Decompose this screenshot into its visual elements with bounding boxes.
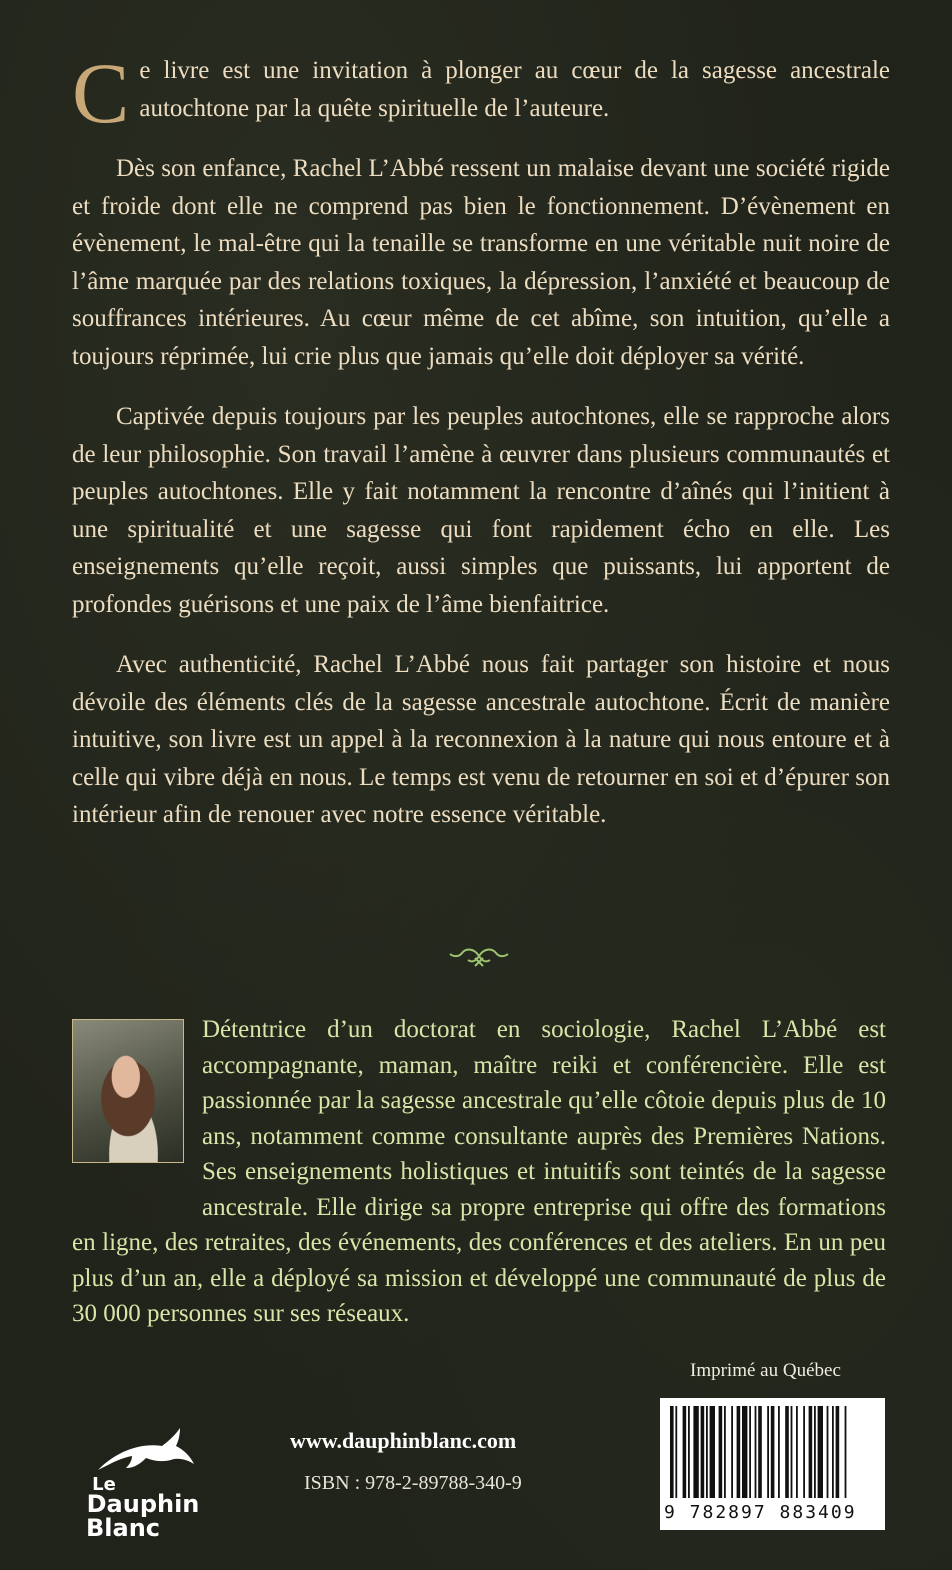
barcode-bar [710, 1406, 715, 1498]
barcode-bar [836, 1406, 840, 1498]
barcode-bar [785, 1406, 789, 1498]
blurb-paragraph-3: Captivée depuis toujours par les peuples autochtones, elle se rapproche alors de leur philosophie. Son travail l’amène à œuvrer dans plusieurs communautés et peuples autochtones. Elle y fait notamment la rencontre d’aînés qui l’initient à une spiritualité et une sagesse qui font rapidement écho en elle. Les enseignements qu’elle reçoit, aussi simples que puissants, lui apportent de profondes guérisons et une paix de l’âme bienfaitrice. [72, 403, 890, 618]
barcode-digits: 9 782897 883409 [664, 1502, 857, 1523]
barcode-bar [670, 1406, 674, 1498]
barcode-bar [818, 1406, 823, 1498]
barcode-bar [767, 1406, 769, 1498]
barcode-bar [814, 1406, 816, 1498]
logo-dauphin: Dauphin [86, 1490, 200, 1518]
barcode-bar [845, 1406, 847, 1498]
publisher-website: www.dauphinblanc.com [290, 1428, 517, 1453]
barcode-bar [675, 1406, 677, 1498]
author-bio [72, 1012, 886, 1332]
ornament-flourish-icon [446, 944, 512, 968]
barcode-bar [778, 1406, 780, 1498]
barcode-bar [724, 1406, 726, 1498]
printed-in-label: Imprimé au Québec [690, 1360, 841, 1381]
barcode-bar [742, 1406, 747, 1498]
barcode-bar [706, 1406, 708, 1498]
blurb [72, 45, 890, 857]
publisher-logo [58, 1424, 228, 1544]
barcode [660, 1398, 885, 1530]
author-bio-text: Détentrice d’un doctorat en sociologie, Rachel L’Abbé est accompagnante, maman, maître reiki et conférencière. Elle est passionnée par la sagesse ancestrale qu’elle côtoie depuis plus de 10 ans, notamment comme consultante auprès des Premières Nations. Ses enseignements holistiques et intuitifs sont teintés de la sagesse ancestrale. Elle dirige sa propre entreprise qui offre des formations en ligne, des retraites, des événements, des conférences et des ateliers. En un peu plus d’un an, elle a déployé sa mission et développé une communauté de plus de 30 000 personnes sur ses réseaux. [72, 1016, 886, 1327]
barcode-bar [688, 1406, 690, 1498]
barcode-bar [832, 1406, 834, 1498]
barcode-bar [803, 1406, 805, 1498]
drop-cap: C [72, 45, 130, 141]
barcode-bar [731, 1406, 733, 1498]
barcode-bar [693, 1406, 698, 1498]
blurb-paragraph-1 [72, 45, 890, 141]
logo-le: Le [92, 1474, 116, 1495]
barcode-bar [796, 1406, 798, 1498]
barcode-bar [701, 1406, 705, 1498]
barcode-bar [683, 1406, 687, 1498]
barcode-bar [719, 1406, 723, 1498]
blurb-paragraph-2: Dès son enfance, Rachel L’Abbé ressent un malaise devant une société rigide et froide dont elle ne comprend pas bien le fonctionnement. D’évènement en évènement, le mal-être qui la tenaille se transforme en une véritable nuit noire de l’âme marquée par des relations toxiques, la dépression, l’anxiété et beaucoup de souffrances intérieures. Au cœur même de cet abîme, son intuition, qu’elle a toujours réprimée, lui crie plus que jamais qu’elle doit déployer sa vérité. [72, 155, 890, 370]
barcode-bar [749, 1406, 751, 1498]
barcode-bar [827, 1406, 829, 1498]
barcode-bar [737, 1406, 741, 1498]
barcode-bar [809, 1406, 813, 1498]
blurb-paragraph-4: Avec authenticité, Rachel L’Abbé nous fait partager son histoire et nous dévoile des éléments clés de la sagesse ancestrale autochtone. Écrit de manière intuitive, son livre est un appel à la reconnexion à la nature qui nous entoure et à celle qui vibre déjà en nous. Le temps est venu de retourner en soi et d’épurer son intérieur afin de renouer avec notre essence véritable. [72, 651, 890, 828]
blurb-paragraph-1-text: e livre est une invitation à plonger au cœur de la sagesse ancestrale autochtone par la quête spirituelle de l’auteure. [139, 57, 890, 122]
isbn: ISBN : 978-2-89788-340-9 [304, 1472, 522, 1494]
barcode-bar [791, 1406, 793, 1498]
barcode-bar [755, 1406, 757, 1498]
barcode-bar [771, 1406, 775, 1498]
logo-blanc: Blanc [85, 1514, 161, 1542]
barcode-bar [758, 1406, 762, 1498]
